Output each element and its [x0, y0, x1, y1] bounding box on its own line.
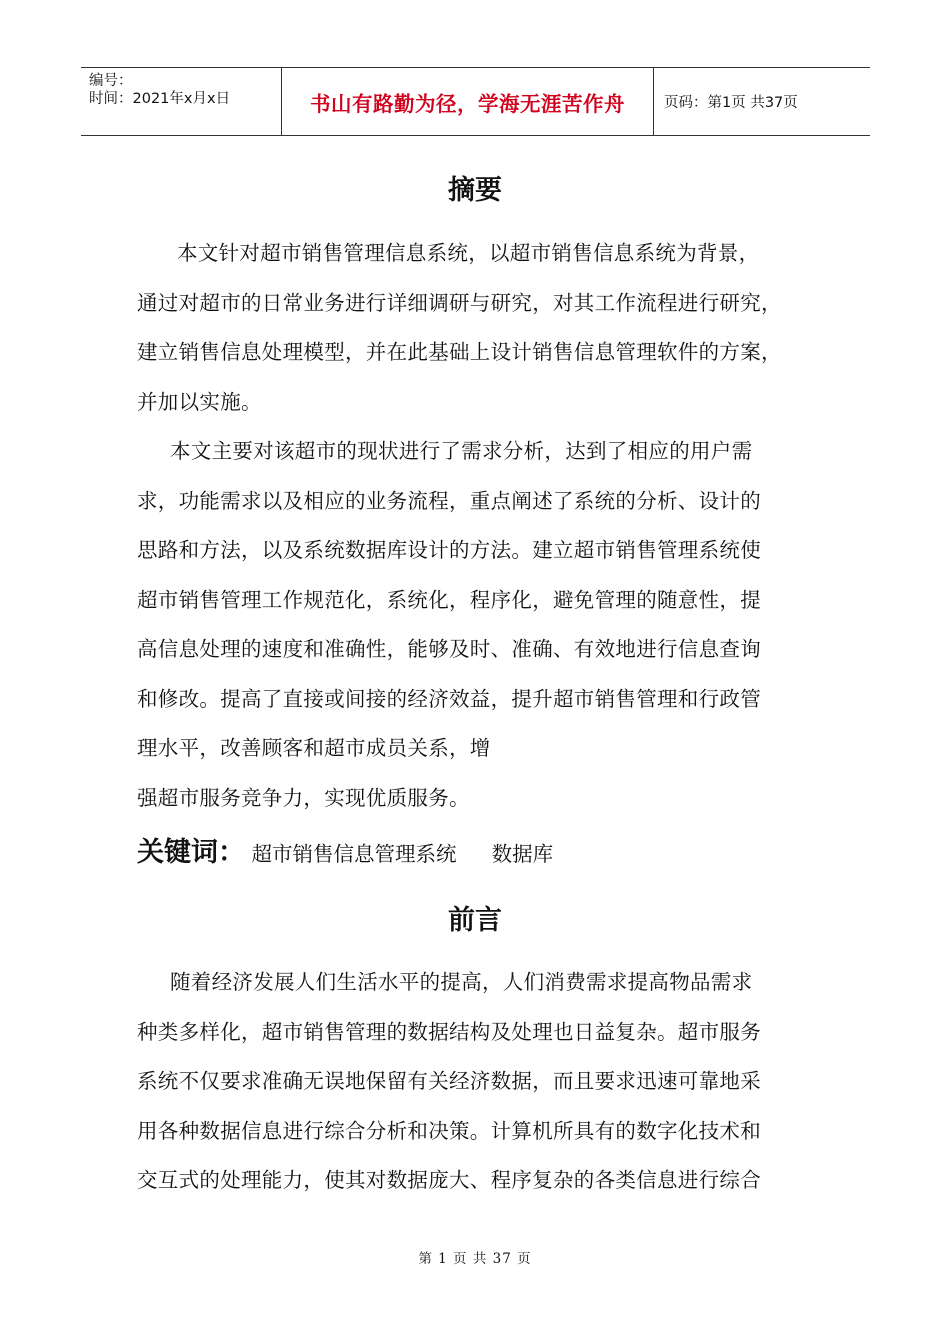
abstract-paragraph-1: [137, 229, 817, 427]
header-page-cell: [654, 68, 870, 135]
text-line: 种类多样化，超市销售管理的数据结构及处理也日益复杂。超市服务: [137, 1019, 761, 1044]
text-line: 本文针对超市销售管理信息系统，以超市销售信息系统为背景，: [177, 241, 760, 265]
header-motto: 书山有路勤为径，学海无涯苦作舟: [310, 91, 625, 116]
text-line: 系统不仅要求准确无误地保留有关经济数据，而且要求迅速可靠地采: [137, 1069, 761, 1093]
text-line: 随着经济发展人们生活水平的提高，人们消费需求提高物品需求: [170, 970, 753, 994]
text-line: 用各种数据信息进行综合分析和决策。计算机所具有的数字化技术和: [137, 1118, 761, 1143]
abstract-paragraph-2: [137, 427, 817, 823]
document-number-label: 编号：: [89, 73, 133, 89]
text-line: 思路和方法，以及系统数据库设计的方法。建立超市销售管理系统使: [137, 538, 761, 562]
header-motto-cell: [282, 68, 654, 135]
header-meta-cell: [81, 68, 282, 135]
text-line: 交互式的处理能力，使其对数据庞大、程序复杂的各类信息进行综合: [137, 1168, 761, 1192]
text-line: 求，功能需求以及相应的业务流程，重点阐述了系统的分析、设计的: [137, 488, 761, 513]
abstract-title: 摘要: [448, 175, 502, 206]
text-line: 超市销售管理工作规范化，系统化，程序化，避免管理的随意性，提: [137, 587, 761, 612]
text-line: 强超市服务竞争力，实现优质服务。: [137, 785, 470, 810]
text-line: 理水平，改善顾客和超市成员关系，增: [137, 736, 491, 760]
preface-title: 前言: [448, 905, 502, 936]
page-footer: 第 1 页 共 37 页: [418, 1251, 532, 1267]
keyword-item: 数据库: [491, 842, 554, 866]
text-line: 建立销售信息处理模型，并在此基础上设计销售信息管理软件的方案，: [137, 340, 782, 364]
keywords-line: [137, 830, 553, 869]
header-page-info: 页码：第1页 共37页: [664, 95, 798, 111]
text-line: 高信息处理的速度和准确性，能够及时、准确、有效地进行信息查询: [137, 637, 761, 661]
keyword-item: 超市销售信息管理系统: [251, 842, 457, 866]
text-line: 和修改。提高了直接或间接的经济效益，提升超市销售管理和行政管: [137, 686, 761, 711]
document-time: 时间：2021年x月x日: [89, 91, 231, 107]
text-line: 通过对超市的日常业务进行详细调研与研究，对其工作流程进行研究，: [137, 290, 782, 315]
text-line: 本文主要对该超市的现状进行了需求分析，达到了相应的用户需: [170, 439, 753, 463]
page-header: [81, 67, 870, 136]
text-line: 并加以实施。: [137, 389, 262, 414]
keywords-label: 关键词：: [137, 837, 245, 868]
preface-paragraph-1: [137, 958, 817, 1206]
